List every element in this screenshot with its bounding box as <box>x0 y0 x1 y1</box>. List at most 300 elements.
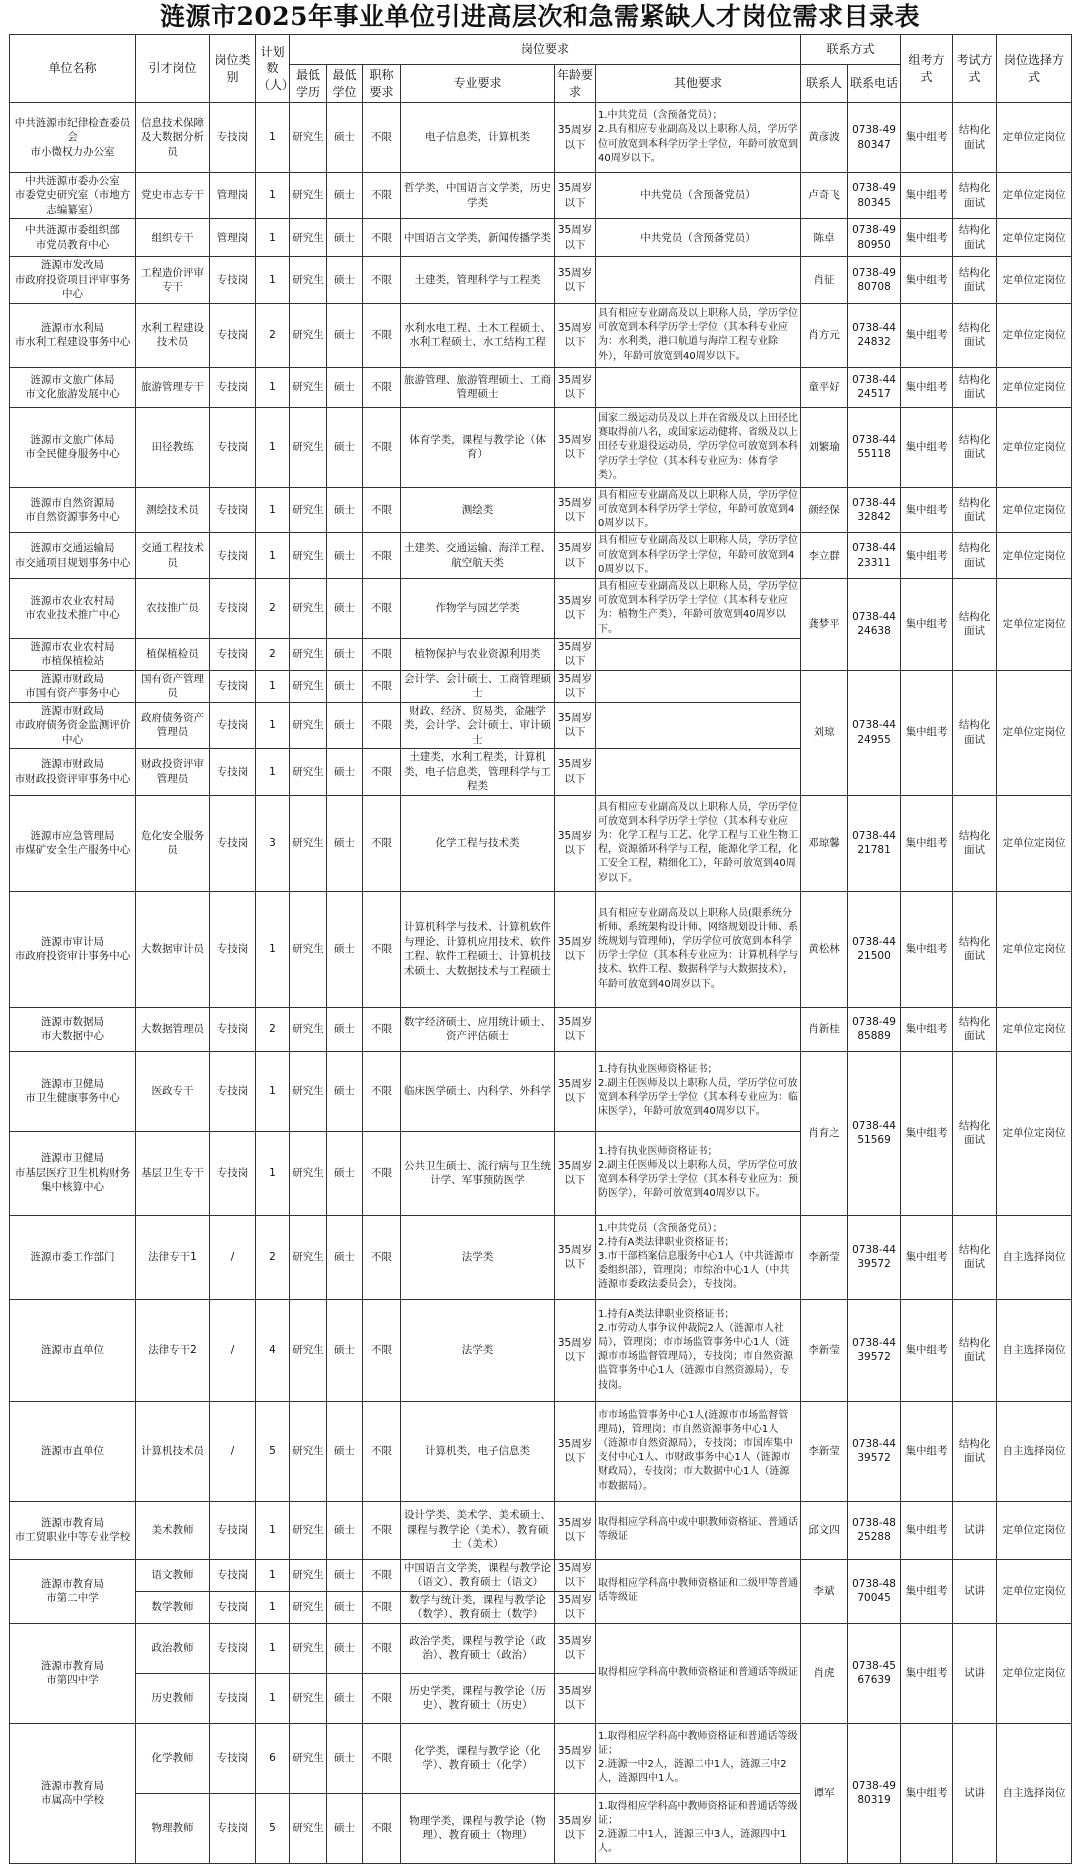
org-method: 集中组考 <box>901 103 953 173</box>
table-row <box>10 1051 1072 1131</box>
position-category: 专技岗 <box>210 103 256 173</box>
min-degree: 硕士 <box>327 103 363 173</box>
cell-line: 涟源市财政局 <box>41 758 104 771</box>
position-category: 专技岗 <box>210 1591 256 1623</box>
cell-line: 涟源市教育局 <box>41 1659 104 1672</box>
planned-count: 1 <box>256 702 290 748</box>
title-requirement: 不限 <box>363 1007 401 1051</box>
age-requirement: 35周岁以下 <box>555 1673 596 1723</box>
title-requirement: 不限 <box>363 367 401 407</box>
unit-name <box>10 1501 136 1559</box>
header-phone: 联系电话 <box>848 65 901 103</box>
title-requirement: 不限 <box>363 1131 401 1215</box>
org-method: 集中组考 <box>901 1215 953 1299</box>
selection-method: 定单位定岗位 <box>997 1007 1072 1051</box>
unit-name <box>10 1215 136 1299</box>
age-requirement: 35周岁以下 <box>555 1623 596 1673</box>
position-category: 专技岗 <box>210 891 256 1007</box>
cell-line: 市交通项目规划事务中心 <box>14 556 131 569</box>
min-degree: 硕士 <box>327 219 363 257</box>
planned-count: 2 <box>256 1007 290 1051</box>
cell-line: 具有相应专业副高及以上职称人员，学历学位可放宽到本科学历学士学位（其本科专业应为：水利类，港口航道与海岸工程专业除外），年龄可放宽到40周岁以下。 <box>598 308 798 362</box>
other-requirement <box>596 749 801 795</box>
cell-line: 涟源市农业农村局 <box>30 640 115 653</box>
exam-method: 结构化面试 <box>953 407 997 487</box>
contact-person: 李立群 <box>801 533 848 579</box>
contact-phone: 0738-4825288 <box>848 1501 901 1559</box>
position-name: 财政投资评审管理员 <box>136 749 210 795</box>
cell-line: 市属高中学校 <box>41 1794 104 1807</box>
major-requirement: 水利水电工程、土木工程硕士、水利工程硕士、水工结构工程 <box>401 303 555 367</box>
contact-phone: 0738-4439572 <box>848 1299 901 1401</box>
title-requirement: 不限 <box>363 670 401 702</box>
age-requirement: 35周岁以下 <box>555 1215 596 1299</box>
exam-method: 结构化面试 <box>953 367 997 407</box>
cell-line: 涟源市直单位 <box>41 1444 104 1457</box>
other-requirement <box>596 1723 801 1793</box>
min-degree: 硕士 <box>327 303 363 367</box>
age-requirement: 35周岁以下 <box>555 1401 596 1501</box>
header-selection: 岗位选择方式 <box>997 35 1072 103</box>
position-name: 政府债务资产管理员 <box>136 702 210 748</box>
unit-name <box>10 257 136 303</box>
exam-method: 结构化面试 <box>953 1215 997 1299</box>
selection-method: 定单位定岗位 <box>997 173 1072 219</box>
major-requirement: 植物保护与农业资源利用类 <box>401 638 555 670</box>
cell-line: 1.持有执业医师资格证书； <box>598 1145 718 1157</box>
cell-line: 1.中共党员（含预备党员）； <box>598 110 723 122</box>
other-requirement <box>596 103 801 173</box>
selection-method: 定单位定岗位 <box>997 1559 1072 1623</box>
table-row <box>10 487 1072 533</box>
planned-count: 1 <box>256 1501 290 1559</box>
min-education: 研究生 <box>290 1623 327 1673</box>
table-row <box>10 1623 1072 1673</box>
cell-line: 市委党史研究室（市地方志编纂室） <box>14 189 131 216</box>
cell-line: 市卫生健康事务中心 <box>25 1092 120 1105</box>
exam-method: 结构化面试 <box>953 891 997 1007</box>
title-requirement: 不限 <box>363 103 401 173</box>
contact-person: 邓琼馨 <box>801 795 848 891</box>
min-degree: 硕士 <box>327 1051 363 1131</box>
planned-count: 1 <box>256 1623 290 1673</box>
org-method: 集中组考 <box>901 1501 953 1559</box>
planned-count: 2 <box>256 303 290 367</box>
major-requirement: 会计学、会计硕士、工商管理硕士 <box>401 670 555 702</box>
table-body <box>10 103 1072 1864</box>
selection-method: 自主选择岗位 <box>997 1723 1072 1863</box>
contact-phone: 0738-4424832 <box>848 303 901 367</box>
planned-count: 1 <box>256 1559 290 1591</box>
position-name: 基层卫生专干 <box>136 1131 210 1215</box>
planned-count: 2 <box>256 579 290 639</box>
other-requirement <box>596 1501 801 1559</box>
cell-line: 市基层医疗卫生机构财务集中核算中心 <box>14 1166 131 1194</box>
min-degree: 硕士 <box>327 1401 363 1501</box>
contact-phone: 0738-4980708 <box>848 257 901 303</box>
unit-name <box>10 487 136 533</box>
unit-name <box>10 1007 136 1051</box>
header-count: 计划数（人） <box>256 35 290 103</box>
position-name: 物理教师 <box>136 1793 210 1863</box>
header-edu: 最低学历 <box>290 65 327 103</box>
exam-method: 试讲 <box>953 1559 997 1623</box>
age-requirement: 35周岁以下 <box>555 103 596 173</box>
unit-name <box>10 219 136 257</box>
position-name: 化学教师 <box>136 1723 210 1793</box>
table-row <box>10 407 1072 487</box>
title-requirement: 不限 <box>363 1051 401 1131</box>
min-education: 研究生 <box>290 533 327 579</box>
title-requirement: 不限 <box>363 173 401 219</box>
exam-method: 结构化面试 <box>953 257 997 303</box>
min-degree: 硕士 <box>327 173 363 219</box>
position-category: 管理岗 <box>210 173 256 219</box>
org-method: 集中组考 <box>901 795 953 891</box>
title-requirement: 不限 <box>363 1723 401 1793</box>
min-degree: 硕士 <box>327 257 363 303</box>
min-degree: 硕士 <box>327 407 363 487</box>
contact-person: 邱文四 <box>801 1501 848 1559</box>
min-degree: 硕士 <box>327 1501 363 1559</box>
other-requirement <box>596 1007 801 1051</box>
org-method: 集中组考 <box>901 533 953 579</box>
position-name: 法律专干2 <box>136 1299 210 1401</box>
position-name: 计算机技术员 <box>136 1401 210 1501</box>
header-major: 专业要求 <box>401 65 555 103</box>
contact-person: 颜经保 <box>801 487 848 533</box>
position-category: 专技岗 <box>210 579 256 639</box>
other-requirement <box>596 1623 801 1723</box>
cell-line: 涟源市卫健局 <box>41 1077 104 1090</box>
min-education: 研究生 <box>290 749 327 795</box>
exam-method: 结构化面试 <box>953 219 997 257</box>
title-requirement: 不限 <box>363 891 401 1007</box>
major-requirement: 物理学类，课程与教学论（物理）、教育硕士（物理） <box>401 1793 555 1863</box>
org-method: 集中组考 <box>901 219 953 257</box>
contact-phone: 0738-4980345 <box>848 173 901 219</box>
age-requirement: 35周岁以下 <box>555 367 596 407</box>
exam-method: 结构化面试 <box>953 1051 997 1215</box>
recruitment-table <box>9 34 1072 1864</box>
position-category: / <box>210 1401 256 1501</box>
other-requirement <box>596 367 801 407</box>
position-name: 水利工程建设技术员 <box>136 303 210 367</box>
selection-method: 自主选择岗位 <box>997 1215 1072 1299</box>
contact-person: 肖新桂 <box>801 1007 848 1051</box>
title-requirement: 不限 <box>363 1793 401 1863</box>
selection-method: 定单位定岗位 <box>997 670 1072 795</box>
exam-method: 结构化面试 <box>953 1299 997 1401</box>
contact-phone: 0738-4423311 <box>848 533 901 579</box>
min-education: 研究生 <box>290 1559 327 1591</box>
title-requirement: 不限 <box>363 1501 401 1559</box>
min-degree: 硕士 <box>327 749 363 795</box>
unit-name <box>10 638 136 670</box>
table-row <box>10 579 1072 639</box>
unit-name <box>10 1401 136 1501</box>
title-requirement: 不限 <box>363 303 401 367</box>
position-name: 数学教师 <box>136 1591 210 1623</box>
position-name: 历史教师 <box>136 1673 210 1723</box>
header-category: 岗位类别 <box>210 35 256 103</box>
min-education: 研究生 <box>290 1793 327 1863</box>
min-education: 研究生 <box>290 257 327 303</box>
header-age: 年龄要求 <box>555 65 596 103</box>
org-method: 集中组考 <box>901 670 953 795</box>
min-education: 研究生 <box>290 1131 327 1215</box>
position-name: 旅游管理专干 <box>136 367 210 407</box>
title-requirement: 不限 <box>363 1591 401 1623</box>
contact-person: 李新莹 <box>801 1299 848 1401</box>
min-degree: 硕士 <box>327 367 363 407</box>
cell-line: 国家二级运动员及以上并在省级及以上田径比赛取得前八名，或国家运动健将、省级及以上田径专业退役运动员，学历学位可放宽到本科学历学士学位（其本科专业应为：体育学类）。 <box>598 412 798 481</box>
header-org-method: 组考方式 <box>901 35 953 103</box>
selection-method: 定单位定岗位 <box>997 487 1072 533</box>
min-education: 研究生 <box>290 1299 327 1401</box>
position-name: 农技推广员 <box>136 579 210 639</box>
header-person: 联系人 <box>801 65 848 103</box>
title-requirement: 不限 <box>363 219 401 257</box>
unit-name <box>10 1051 136 1131</box>
contact-person: 李斌 <box>801 1559 848 1623</box>
position-category: 专技岗 <box>210 533 256 579</box>
other-requirement <box>596 487 801 533</box>
planned-count: 6 <box>256 1723 290 1793</box>
contact-phone: 0738-4567639 <box>848 1623 901 1723</box>
age-requirement: 35周岁以下 <box>555 1299 596 1401</box>
cell-line: 2.涟源一中2人，涟源二中1人，涟源三中2人，涟源四中1人。 <box>598 1759 787 1785</box>
planned-count: 5 <box>256 1793 290 1863</box>
other-requirement <box>596 173 801 219</box>
major-requirement: 公共卫生硕士、流行病与卫生统计学、军事预防医学 <box>401 1131 555 1215</box>
other-requirement <box>596 1401 801 1501</box>
other-requirement <box>596 1215 801 1299</box>
min-education: 研究生 <box>290 303 327 367</box>
other-requirement <box>596 1559 801 1623</box>
contact-phone: 0738-4980319 <box>848 1723 901 1863</box>
contact-phone: 0738-4985889 <box>848 1007 901 1051</box>
header-degree: 最低学位 <box>327 65 363 103</box>
contact-phone: 0738-4870045 <box>848 1559 901 1623</box>
selection-method: 定单位定岗位 <box>997 257 1072 303</box>
cell-line: 市小微权力办公室 <box>30 145 115 158</box>
header-title-req: 职称要求 <box>363 65 401 103</box>
min-degree: 硕士 <box>327 533 363 579</box>
major-requirement: 电子信息类，计算机类 <box>401 103 555 173</box>
other-requirement <box>596 670 801 702</box>
table-row <box>10 1723 1072 1793</box>
position-category: 专技岗 <box>210 1501 256 1559</box>
min-degree: 硕士 <box>327 1559 363 1591</box>
min-degree: 硕士 <box>327 670 363 702</box>
position-category: 专技岗 <box>210 257 256 303</box>
major-requirement: 哲学类，中国语言文学类，历史学类 <box>401 173 555 219</box>
title-requirement: 不限 <box>363 1401 401 1501</box>
cell-line: 市全民健身服务中心 <box>25 448 120 461</box>
org-method: 集中组考 <box>901 1007 953 1051</box>
cell-line: 2.持有A类法律职业资格证书； <box>598 1236 735 1248</box>
title-requirement: 不限 <box>363 487 401 533</box>
title-requirement: 不限 <box>363 407 401 487</box>
title-requirement: 不限 <box>363 1299 401 1401</box>
major-requirement: 计算机科学与技术、计算机软件与理论、计算机应用技术、软件工程、软件工程硕士、计算机技术硕士、大数据技术与工程硕士 <box>401 891 555 1007</box>
other-requirement <box>596 407 801 487</box>
other-requirement <box>596 702 801 748</box>
table-row <box>10 219 1072 257</box>
unit-name <box>10 749 136 795</box>
cell-line: 涟源市数据局 <box>41 1015 104 1028</box>
planned-count: 1 <box>256 749 290 795</box>
position-category: 专技岗 <box>210 1723 256 1793</box>
table-row <box>10 795 1072 891</box>
cell-line: 涟源市卫健局 <box>41 1152 104 1165</box>
cell-line: 2.副主任医师及以上职称人员，学历学位可放宽到本科学历学士学位（其本科专业应为：预防医学），年龄可放宽到40周岁以下。 <box>598 1159 798 1200</box>
min-degree: 硕士 <box>327 1131 363 1215</box>
title-requirement: 不限 <box>363 1673 401 1723</box>
major-requirement: 法学类 <box>401 1215 555 1299</box>
min-education: 研究生 <box>290 1723 327 1793</box>
major-requirement: 财政、经济、贸易类，金融学类，会计学、会计硕士、审计硕士 <box>401 702 555 748</box>
min-degree: 硕士 <box>327 1591 363 1623</box>
contact-person: 黄松林 <box>801 891 848 1007</box>
other-requirement <box>596 303 801 367</box>
position-category: 专技岗 <box>210 1793 256 1863</box>
cell-line: 取得相应学科高中教师资格证和普通话等级证 <box>598 1667 798 1679</box>
cell-line: 2.市劳动人事争议仲裁院2人（涟源市人社局），管理岗；市市场监管事务中心1人（涟源市市场监督管理局），专技岗；市自然资源监管事务中心1人（涟源市自然资源局），专技岗。 <box>598 1322 793 1391</box>
unit-name <box>10 579 136 639</box>
min-degree: 硕士 <box>327 1723 363 1793</box>
exam-method: 结构化面试 <box>953 103 997 173</box>
contact-person: 刘繁瑜 <box>801 407 848 487</box>
contact-person: 谭军 <box>801 1723 848 1863</box>
position-name: 大数据审计员 <box>136 891 210 1007</box>
cell-line: 具有相应专业副高及以上职称人员，学历学位可放宽到本科学历学士学位（其本科专业应为：化学工程与工艺、化学工程与工业生物工程，资源循环科学与工程，能源化学工程，化工安全工程，精细化工），年龄可放宽到40周岁以下。 <box>598 801 798 884</box>
org-method: 集中组考 <box>901 1051 953 1215</box>
other-requirement <box>596 795 801 891</box>
cell-line: 中共涟源市委组织部 <box>25 224 120 237</box>
other-requirement <box>596 1793 801 1863</box>
cell-line: 涟源市财政局 <box>41 672 104 685</box>
other-requirement <box>596 219 801 257</box>
position-name: 政治教师 <box>136 1623 210 1673</box>
cell-line: 具有相应专业副高及以上职称人员，学历学位可放宽到本科学历学士学位（其本科专业应为：植物生产类），年龄可放宽到40周岁以下。 <box>598 581 798 635</box>
contact-person: 黄彦波 <box>801 103 848 173</box>
age-requirement: 35周岁以下 <box>555 1007 596 1051</box>
cell-line: 中共党员（含预备党员） <box>640 231 756 244</box>
cell-line: 1.持有执业医师资格证书； <box>598 1063 718 1075</box>
position-category: 专技岗 <box>210 1623 256 1673</box>
table-row <box>10 303 1072 367</box>
age-requirement: 35周岁以下 <box>555 1559 596 1591</box>
unit-name <box>10 1623 136 1723</box>
position-category: 专技岗 <box>210 1051 256 1131</box>
min-degree: 硕士 <box>327 579 363 639</box>
contact-person: 童平好 <box>801 367 848 407</box>
exam-method: 结构化面试 <box>953 1401 997 1501</box>
org-method: 集中组考 <box>901 407 953 487</box>
age-requirement: 35周岁以下 <box>555 257 596 303</box>
title-requirement: 不限 <box>363 533 401 579</box>
cell-line: 涟源市委工作部门 <box>30 1250 115 1263</box>
min-education: 研究生 <box>290 1591 327 1623</box>
contact-phone: 0738-4424638 <box>848 579 901 671</box>
min-education: 研究生 <box>290 1401 327 1501</box>
header-exam-method: 考试方式 <box>953 35 997 103</box>
table-row <box>10 1299 1072 1401</box>
min-education: 研究生 <box>290 487 327 533</box>
table-row <box>10 103 1072 173</box>
unit-name <box>10 303 136 367</box>
cell-line: 涟源市文旅广体局 <box>30 373 115 386</box>
min-degree: 硕士 <box>327 1215 363 1299</box>
selection-method: 定单位定岗位 <box>997 103 1072 173</box>
planned-count: 1 <box>256 219 290 257</box>
table-row <box>10 533 1072 579</box>
position-name: 党史市志专干 <box>136 173 210 219</box>
min-education: 研究生 <box>290 670 327 702</box>
major-requirement: 旅游管理、旅游管理硕士、工商管理硕士 <box>401 367 555 407</box>
position-category: 专技岗 <box>210 1007 256 1051</box>
cell-line: 涟源市文旅广体局 <box>30 433 115 446</box>
contact-person: 李新莹 <box>801 1401 848 1501</box>
org-method: 集中组考 <box>901 1723 953 1863</box>
position-name: 危化安全服务员 <box>136 795 210 891</box>
cell-line: 涟源市发改局 <box>41 259 104 272</box>
contact-person: 肖方元 <box>801 303 848 367</box>
unit-name <box>10 1723 136 1863</box>
cell-line: 2.副主任医师及以上职称人员，学历学位可放宽到本科学历学士学位（其本科专业应为：临床医学），年龄可放宽到40周岁以下。 <box>598 1077 798 1118</box>
table-row <box>10 670 1072 702</box>
planned-count: 1 <box>256 1051 290 1131</box>
position-category: 专技岗 <box>210 670 256 702</box>
cell-line: 市第四中学 <box>46 1674 99 1687</box>
cell-line: 1.中共党员（含预备党员）； <box>598 1222 723 1234</box>
cell-line: 市农业技术推广中心 <box>25 609 120 622</box>
cell-line: 中共涟源市委办公室 <box>25 175 120 187</box>
min-education: 研究生 <box>290 1051 327 1131</box>
exam-method: 试讲 <box>953 1501 997 1559</box>
cell-line: 市水利工程建设事务中心 <box>14 336 131 349</box>
cell-line: 具有相应专业副高及以上职称人员，学历学位可放宽到本科学历学士学位，年龄可放宽到40周岁以下。 <box>598 489 798 530</box>
planned-count: 1 <box>256 487 290 533</box>
other-requirement <box>596 533 801 579</box>
min-education: 研究生 <box>290 795 327 891</box>
major-requirement: 土建类，管理科学与工程类 <box>401 257 555 303</box>
table-row <box>10 891 1072 1007</box>
min-degree: 硕士 <box>327 702 363 748</box>
selection-method: 定单位定岗位 <box>997 1051 1072 1215</box>
cell-line: 中共党员（含预备党员） <box>640 189 756 202</box>
major-requirement: 测绘类 <box>401 487 555 533</box>
cell-line: 市政府投资项目评审事务中心 <box>14 273 131 301</box>
exam-method: 结构化面试 <box>953 487 997 533</box>
org-method: 集中组考 <box>901 367 953 407</box>
min-degree: 硕士 <box>327 1623 363 1673</box>
contact-phone: 0738-4421781 <box>848 795 901 891</box>
exam-method: 试讲 <box>953 1623 997 1723</box>
cell-line: 涟源市教育局 <box>41 1516 104 1529</box>
header-position: 引才岗位 <box>136 35 210 103</box>
cell-line: 涟源市教育局 <box>41 1779 104 1792</box>
org-method: 集中组考 <box>901 1623 953 1723</box>
major-requirement: 临床医学硕士、内科学、外科学 <box>401 1051 555 1131</box>
major-requirement: 体育学类，课程与教学论（体育） <box>401 407 555 487</box>
org-method: 集中组考 <box>901 891 953 1007</box>
cell-line: 2.涟源二中1人，涟源三中3人，涟源四中1人。 <box>598 1829 787 1855</box>
header-requirements: 岗位要求 <box>290 35 801 65</box>
other-requirement <box>596 1051 801 1131</box>
